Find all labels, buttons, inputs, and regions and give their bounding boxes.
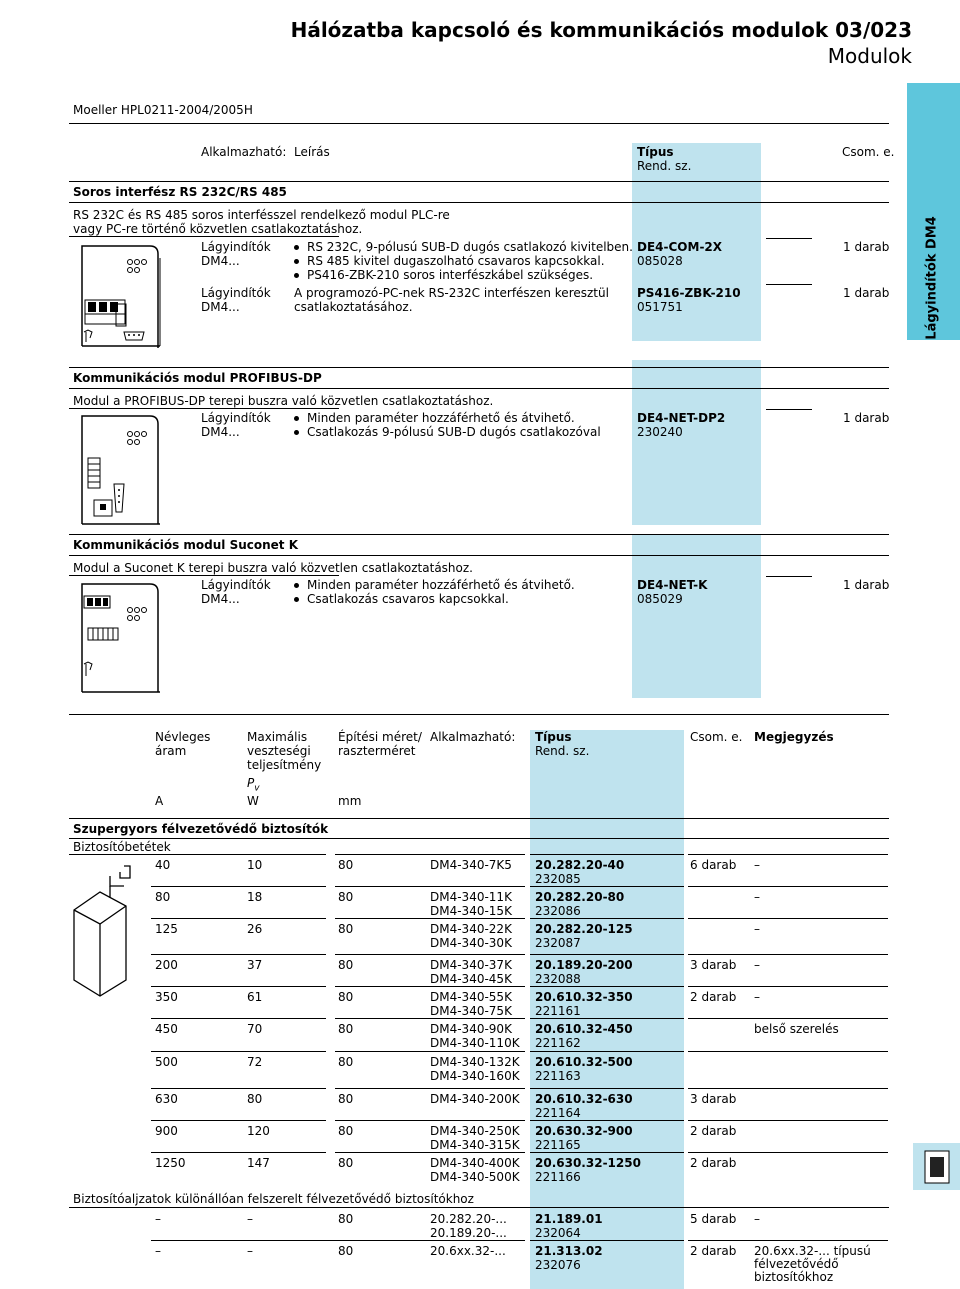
fuse-row-app-1: DM4-340-250K <box>430 1124 520 1138</box>
col-description: Leírás <box>294 145 330 159</box>
fuse-title-rule <box>69 818 889 819</box>
serial-intro-line2: vagy PC-re történő közvetlen csatlakoztatáshoz. <box>73 222 363 236</box>
serial-intro-underline <box>69 236 339 237</box>
fuse-row-pack: 2 darab <box>690 1124 737 1138</box>
catalog-reference: Moeller HPL0211-2004/2005H <box>73 103 253 117</box>
fuse-row-rule <box>530 1018 684 1019</box>
suconet-intro: Modul a Suconet K terepi buszra való közvetlen csatlakoztatáshoz. <box>73 561 473 575</box>
fuse-row-pack: 2 darab <box>690 1156 737 1170</box>
fuse-row-loss: 70 <box>247 1022 263 1036</box>
fuse-row-current: 350 <box>155 990 178 1004</box>
fuse-row-size: 80 <box>338 958 354 972</box>
fuse-row-app-1: DM4-340-90K <box>430 1022 512 1036</box>
fuse-unit-a: A <box>155 794 164 808</box>
serial-row1-dash-a <box>766 238 812 239</box>
serial-row2-type: PS416-ZBK-210 <box>637 286 741 300</box>
fuse-row-type: 20.610.32-350 <box>535 990 633 1004</box>
fuse-row-rule <box>688 1152 888 1153</box>
fuse-row-size: 80 <box>338 1156 354 1170</box>
fuse-row-app-2: DM4-340-160K <box>430 1069 520 1083</box>
profibus-type: DE4-NET-DP2 <box>637 411 726 425</box>
section-title-serial: Soros interfész RS 232C/RS 485 <box>73 185 287 199</box>
suconet-dash-a <box>766 576 812 577</box>
fuse-col-applicable: Alkalmazható: <box>430 730 516 744</box>
fuse-row-note: – <box>754 858 760 872</box>
fuse-row-rule <box>242 986 326 987</box>
fuse-row-size: 80 <box>338 858 354 872</box>
fuse-row-app-1: DM4-340-37K <box>430 958 512 972</box>
fuse-col-loss-symbol: $P_v$ <box>247 776 260 794</box>
fuse-header-rule <box>69 714 889 715</box>
serial-row1-pack: 1 darab <box>843 240 890 254</box>
serial-row1-app-1: Lágyindítók <box>201 240 271 254</box>
col-pack: Csom. e. <box>842 145 895 159</box>
holder-row-size: 80 <box>338 1244 354 1258</box>
type-column-band-suconet <box>632 535 761 698</box>
fuse-row-app-2: DM4-340-500K <box>430 1170 520 1184</box>
fuse-row-rule <box>688 954 888 955</box>
fuse-row-loss: 10 <box>247 858 263 872</box>
fuse-row-rule <box>242 854 326 855</box>
holder-row-rule <box>688 1240 888 1241</box>
holder-row-type: 21.189.01 <box>535 1212 603 1226</box>
fuse-section-title: Szupergyors félvezetővédő biztosítók <box>73 822 329 836</box>
holder-row-note-3: biztosítókhoz <box>754 1270 834 1284</box>
fuse-row-rule <box>335 1088 525 1089</box>
fuse-row-app-1: DM4-340-200K <box>430 1092 520 1106</box>
fuse-row-app-2: DM4-340-15K <box>430 904 512 918</box>
fuse-row-rule <box>242 1152 326 1153</box>
fuse-row-rule <box>530 1051 684 1052</box>
serial-row2-app-2: DM4... <box>201 300 240 314</box>
suconet-app-2: DM4... <box>201 592 240 606</box>
fuse-row-order-no: 221162 <box>535 1036 581 1050</box>
fuse-row-current: 40 <box>155 858 171 872</box>
fuse-subtitle: Biztosítóbetétek <box>73 840 171 854</box>
fuse-col-loss-2: veszteségi <box>247 744 311 758</box>
fuse-row-rule <box>688 1018 888 1019</box>
fuse-col-note: Megjegyzés <box>754 730 834 744</box>
fuse-row-rule <box>242 1051 326 1052</box>
serial-row2-app-1: Lágyindítók <box>201 286 271 300</box>
fuse-row-rule <box>530 886 684 887</box>
holder-row-pack: 5 darab <box>690 1212 737 1226</box>
fuse-row-size: 80 <box>338 922 354 936</box>
section-title-profibus: Kommunikációs modul PROFIBUS-DP <box>73 371 322 385</box>
fuse-row-rule <box>530 1120 684 1121</box>
holder-row-loss: – <box>247 1244 253 1258</box>
section-rule-serial <box>69 181 889 182</box>
fuse-row-rule <box>335 1018 525 1019</box>
fuse-col-pack: Csom. e. <box>690 730 743 744</box>
profibus-bullet1: Minden paraméter hozzáférhető és átvihető. <box>294 411 575 425</box>
profibus-app-1: Lágyindítók <box>201 411 271 425</box>
fuse-row-rule <box>530 986 684 987</box>
fuse-row-type: 20.189.20-200 <box>535 958 633 972</box>
fuse-row-current: 500 <box>155 1055 178 1069</box>
serial-row2-desc-1: A programozó-PC-nek RS-232C interfészen keresztül <box>294 286 609 300</box>
fuse-col-size-1: Építési méret/ <box>338 730 422 744</box>
holder-row-pack: 2 darab <box>690 1244 737 1258</box>
suconet-intro-underline <box>69 575 339 576</box>
fuse-title-underline <box>69 838 889 839</box>
fuse-row-rule <box>242 1018 326 1019</box>
holder-row-order-no: 232064 <box>535 1226 581 1240</box>
fuse-row-rule <box>335 1051 525 1052</box>
fuse-col-size-2: raszterméret <box>338 744 416 758</box>
fuse-row-rule <box>335 886 525 887</box>
fuse-row-loss: 72 <box>247 1055 263 1069</box>
holder-row-note-1: – <box>754 1212 760 1226</box>
fuse-row-rule <box>530 1088 684 1089</box>
fuse-row-rule <box>335 854 525 855</box>
fuse-row-app-2: DM4-340-75K <box>430 1004 512 1018</box>
header-rule <box>69 123 889 124</box>
holder-row-current: – <box>155 1212 161 1226</box>
fuse-row-loss: 18 <box>247 890 263 904</box>
section-rule-profibus <box>69 367 889 368</box>
fuse-col-current-2: áram <box>155 744 187 758</box>
fuse-row-type: 20.610.32-630 <box>535 1092 633 1106</box>
suconet-order-no: 085029 <box>637 592 683 606</box>
device-thumbnail-icon <box>922 1149 952 1185</box>
fuse-row-current: 900 <box>155 1124 178 1138</box>
section-title-suconet: Kommunikációs modul Suconet K <box>73 538 299 552</box>
fuse-row-rule <box>688 1051 888 1052</box>
fuse-row-size: 80 <box>338 890 354 904</box>
serial-row1-order-no: 085028 <box>637 254 683 268</box>
fuse-row-type: 20.282.20-40 <box>535 858 625 872</box>
fuse-row-order-no: 232085 <box>535 872 581 886</box>
holder-row-note-2: félvezetővédő <box>754 1257 839 1271</box>
fuse-row-rule <box>242 1120 326 1121</box>
fuse-row-app-1: DM4-340-132K <box>430 1055 520 1069</box>
section-rule-suconet <box>69 534 889 535</box>
fuse-row-order-no: 232086 <box>535 904 581 918</box>
fuse-row-current: 200 <box>155 958 178 972</box>
fuse-row-rule <box>688 886 888 887</box>
fuse-unit-w: W <box>247 794 259 808</box>
fuse-row-app-2: DM4-340-110K <box>430 1036 520 1050</box>
fuse-row-app-1: DM4-340-400K <box>430 1156 520 1170</box>
fuse-subtitle-underline <box>69 854 159 855</box>
fuse-row-rule <box>335 1152 525 1153</box>
fuse-row-size: 80 <box>338 990 354 1004</box>
fuse-row-current: 125 <box>155 922 178 936</box>
fuse-row-type: 20.282.20-125 <box>535 922 633 936</box>
fuse-row-note: – <box>754 958 760 972</box>
suconet-module-illustration <box>80 580 164 696</box>
fuse-row-loss: 37 <box>247 958 263 972</box>
holder-row-rule <box>151 1240 525 1241</box>
fuse-row-loss: 120 <box>247 1124 270 1138</box>
page-title: Hálózatba kapcsoló és kommunikációs modulok 03/023 <box>290 18 912 42</box>
fuse-row-rule <box>530 854 684 855</box>
fuse-row-app-1: DM4-340-55K <box>430 990 512 1004</box>
section-underline-profibus <box>69 388 889 389</box>
fuse-row-pack: 6 darab <box>690 858 737 872</box>
profibus-intro: Modul a PROFIBUS-DP terepi buszra való közvetlen csatlakoztatáshoz. <box>73 394 494 408</box>
fuse-col-current-1: Névleges <box>155 730 211 744</box>
fuse-row-rule <box>335 986 525 987</box>
fuse-row-rule <box>688 986 888 987</box>
holder-row-app-2: 20.189.20-... <box>430 1226 507 1240</box>
fuse-row-note: – <box>754 922 760 936</box>
fuse-row-rule <box>242 954 326 955</box>
fuse-col-loss-1: Maximális <box>247 730 308 744</box>
holder-row-loss: – <box>247 1212 253 1226</box>
fuse-row-current: 450 <box>155 1022 178 1036</box>
fuse-row-rule <box>335 1120 525 1121</box>
fuse-row-loss: 61 <box>247 990 263 1004</box>
fuse-row-app-1: DM4-340-22K <box>430 922 512 936</box>
serial-row1-bullet1: RS 232C, 9-pólusú SUB-D dugós csatlakozó kivitelben. <box>294 240 633 254</box>
profibus-dash-a <box>766 409 812 410</box>
suconet-pack: 1 darab <box>843 578 890 592</box>
profibus-app-2: DM4... <box>201 425 240 439</box>
suconet-bullet1: Minden paraméter hozzáférhető és átvihető. <box>294 578 575 592</box>
fuse-row-order-no: 232088 <box>535 972 581 986</box>
holder-row-rule <box>530 1240 684 1241</box>
serial-intro-line1: RS 232C és RS 485 soros interfésszel rendelkező modul PLC-re <box>73 208 450 222</box>
fuse-row-pack: 3 darab <box>690 1092 737 1106</box>
fuse-row-app-2: DM4-340-315K <box>430 1138 520 1152</box>
fuse-row-loss: 147 <box>247 1156 270 1170</box>
fuse-col-order-no: Rend. sz. <box>535 744 590 758</box>
fuse-row-rule <box>530 954 684 955</box>
fuse-row-size: 80 <box>338 1124 354 1138</box>
holder-row-size: 80 <box>338 1212 354 1226</box>
serial-row2-pack: 1 darab <box>843 286 890 300</box>
side-tab-label: Lágyindítók DM4 <box>924 216 940 340</box>
fuse-row-current: 80 <box>155 890 171 904</box>
serial-row1-bullet2: RS 485 kivitel dugaszolható csavaros kapcsokkal. <box>294 254 605 268</box>
fuse-illustration <box>70 862 134 1002</box>
profibus-intro-underline <box>69 408 339 409</box>
fuse-row-order-no: 221165 <box>535 1138 581 1152</box>
serial-row2-dash-a <box>766 284 812 285</box>
fuse-row-order-no: 221164 <box>535 1106 581 1120</box>
suconet-type: DE4-NET-K <box>637 578 708 592</box>
fuse-row-pack: 2 darab <box>690 990 737 1004</box>
holder-title-underline <box>69 1207 889 1208</box>
fuse-row-size: 80 <box>338 1055 354 1069</box>
section-underline-suconet <box>69 555 889 556</box>
profibus-bullet2: Csatlakozás 9-pólusú SUB-D dugós csatlakozóval <box>294 425 601 439</box>
fuse-col-loss-3: teljesítmény <box>247 758 322 772</box>
fuse-row-note: – <box>754 990 760 1004</box>
fuse-row-rule <box>530 1152 684 1153</box>
fuse-col-type: Típus <box>535 730 572 744</box>
suconet-app-1: Lágyindítók <box>201 578 271 592</box>
fuse-row-rule <box>688 918 888 919</box>
fuse-row-rule <box>688 854 888 855</box>
holder-row-app-1: 20.6xx.32-... <box>430 1244 506 1258</box>
holder-row-app-1: 20.282.20-... <box>430 1212 507 1226</box>
fuse-row-app-1: DM4-340-11K <box>430 890 512 904</box>
holder-row-note-1: 20.6xx.32-... típusú <box>754 1244 871 1258</box>
fuse-row-order-no: 221163 <box>535 1069 581 1083</box>
profibus-pack: 1 darab <box>843 411 890 425</box>
fuse-row-type: 20.282.20-80 <box>535 890 625 904</box>
fuse-row-app-1: DM4-340-7K5 <box>430 858 512 872</box>
profibus-order-no: 230240 <box>637 425 683 439</box>
fuse-row-size: 80 <box>338 1092 354 1106</box>
serial-row2-desc-2: csatlakoztatásához. <box>294 300 413 314</box>
suconet-bullet2: Csatlakozás csavaros kapcsokkal. <box>294 592 509 606</box>
holder-section-title: Biztosítóaljzatok különállóan felszerelt félvezetővédő biztosítókhoz <box>73 1192 474 1206</box>
fuse-row-type: 20.630.32-1250 <box>535 1156 641 1170</box>
fuse-row-rule <box>530 918 684 919</box>
fuse-row-pack: 3 darab <box>690 958 737 972</box>
col-order-no: Rend. sz. <box>637 159 692 173</box>
fuse-row-type: 20.630.32-900 <box>535 1124 633 1138</box>
fuse-row-rule <box>242 918 326 919</box>
fuse-row-rule <box>242 886 326 887</box>
fuse-row-type: 20.610.32-450 <box>535 1022 633 1036</box>
fuse-row-rule <box>335 918 525 919</box>
fuse-row-loss: 26 <box>247 922 263 936</box>
fuse-row-app-2: DM4-340-30K <box>430 936 512 950</box>
fuse-row-current: 1250 <box>155 1156 186 1170</box>
fuse-row-app-2: DM4-340-45K <box>430 972 512 986</box>
col-type: Típus <box>637 145 674 159</box>
holder-row-current: – <box>155 1244 161 1258</box>
fuse-row-order-no: 232087 <box>535 936 581 950</box>
section-underline-serial <box>69 202 889 203</box>
fuse-row-rule <box>688 1088 888 1089</box>
fuse-row-rule <box>688 1120 888 1121</box>
serial-row1-type: DE4-COM-2X <box>637 240 723 254</box>
page-subtitle: Modulok <box>827 44 912 68</box>
fuse-row-current: 630 <box>155 1092 178 1106</box>
fuse-row-size: 80 <box>338 1022 354 1036</box>
fuse-row-rule <box>242 1088 326 1089</box>
serial-row1-app-2: DM4... <box>201 254 240 268</box>
serial-row1-bullet3: PS416-ZBK-210 soros interfészkábel szükséges. <box>294 268 593 282</box>
fuse-row-order-no: 221161 <box>535 1004 581 1018</box>
fuse-row-note: belső szerelés <box>754 1022 839 1036</box>
fuse-row-note: – <box>754 890 760 904</box>
rs232-module-illustration <box>80 242 164 348</box>
fuse-row-order-no: 221166 <box>535 1170 581 1184</box>
holder-row-type: 21.313.02 <box>535 1244 603 1258</box>
profibus-module-illustration <box>80 412 164 528</box>
fuse-row-rule <box>335 954 525 955</box>
fuse-row-type: 20.610.32-500 <box>535 1055 633 1069</box>
fuse-unit-mm: mm <box>338 794 362 808</box>
holder-row-order-no: 232076 <box>535 1258 581 1272</box>
serial-row2-order-no: 051751 <box>637 300 683 314</box>
col-applicable: Alkalmazható: <box>201 145 287 159</box>
fuse-row-loss: 80 <box>247 1092 263 1106</box>
type-column-band-profibus <box>632 360 761 525</box>
